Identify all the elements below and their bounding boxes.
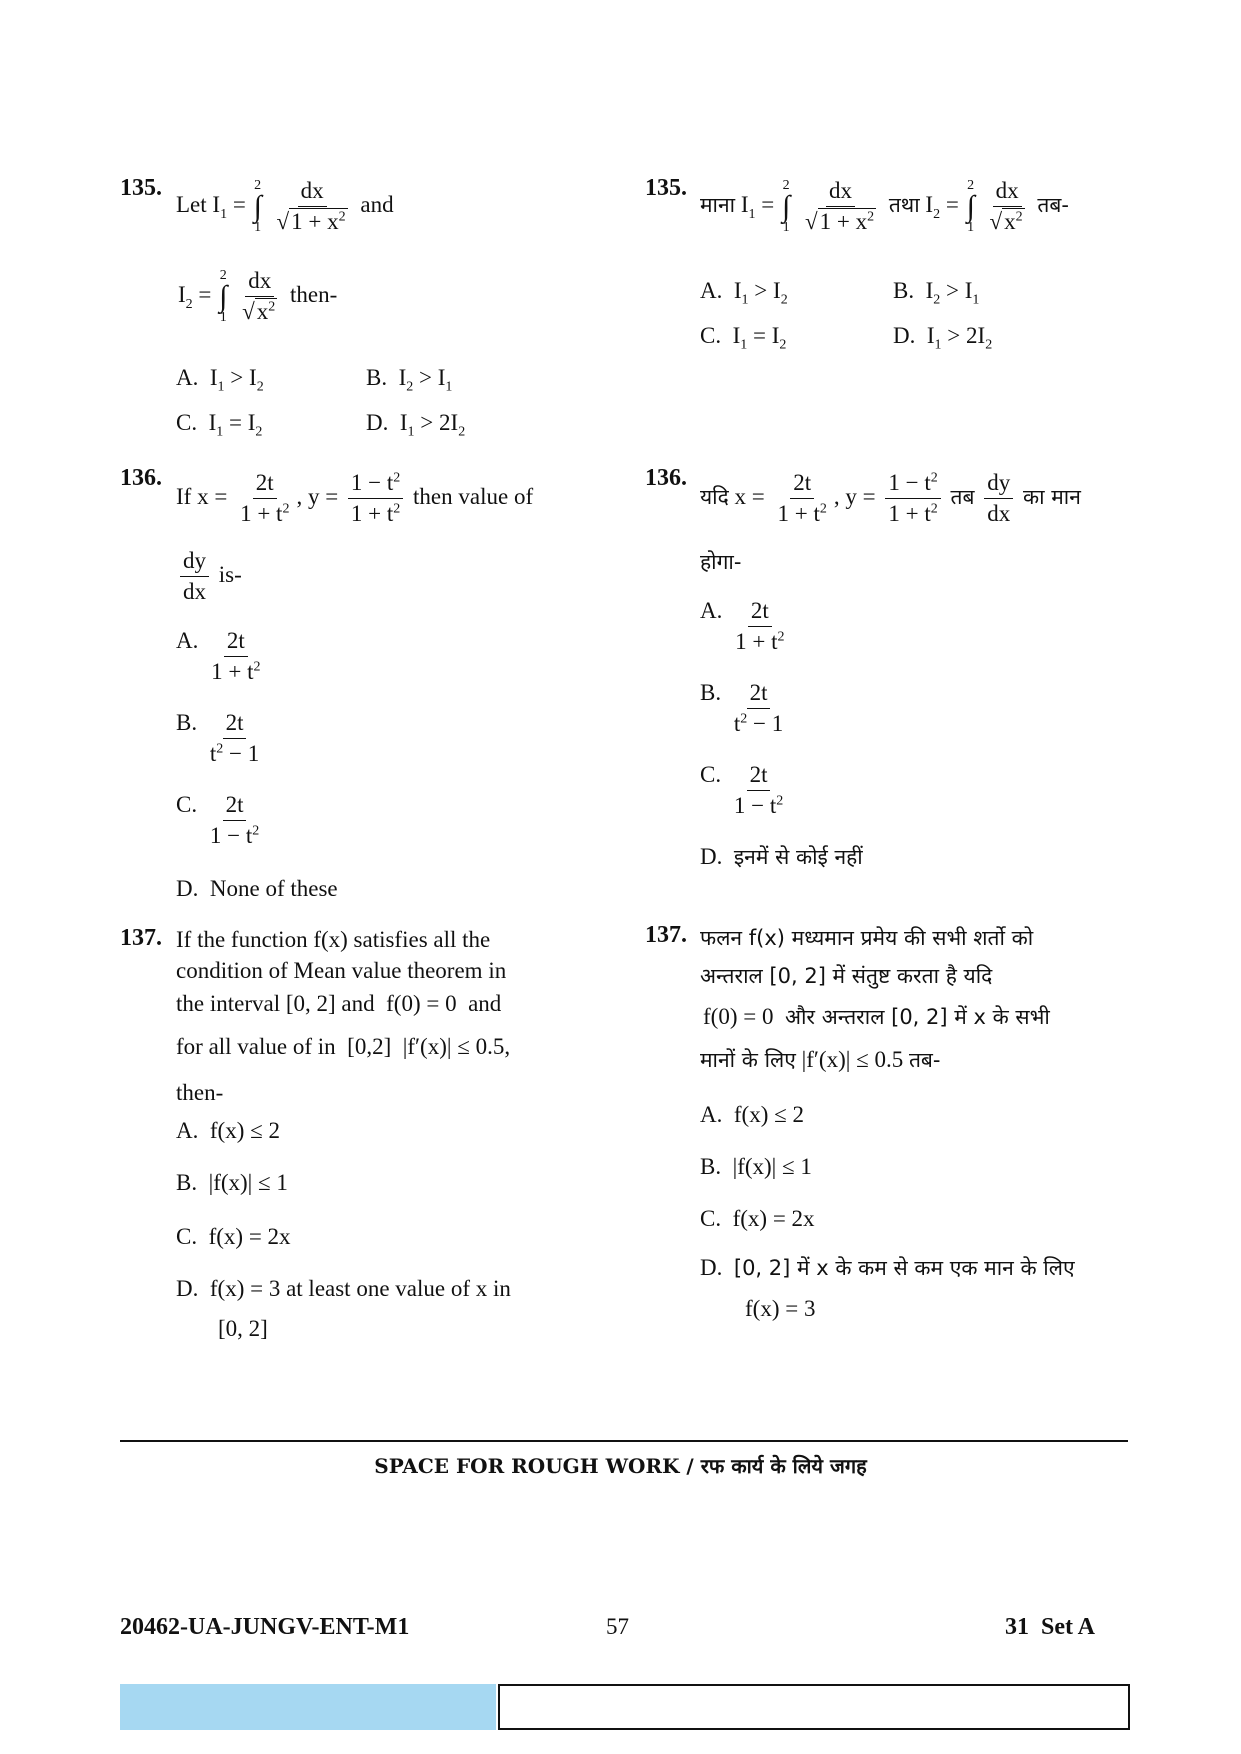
q135-hi-tatha: तथा — [888, 193, 920, 218]
q137-hi-line4: मानों के लिए |f′(x)| ≤ 0.5 तब- — [700, 1047, 941, 1072]
q135-hi-option-a[interactable]: A. $I_1 > I_2$ — [700, 278, 788, 308]
q137-en-line2: condition of Mean value theorem in — [176, 958, 507, 983]
q136-hi-number: 136. — [645, 465, 687, 491]
q136-en-option-b[interactable]: B. $\frac{2t}{t^2 - 1}$ — [176, 710, 260, 767]
q136-en-stem-line1: If x = $\frac{2t}{1 + t^2}$ , y = $\frac{1 - t^2}{1 + t^2}$ then value of — [176, 470, 534, 527]
q136-hi-ka-maan: का मान — [1022, 485, 1081, 510]
q136-hi-tab: तब — [950, 485, 975, 510]
q137-en-line3: the interval [0, 2] and f(0) = 0 and — [176, 991, 502, 1016]
blue-bar — [120, 1684, 496, 1730]
q137-hi-number: 137. — [645, 922, 687, 948]
q135-en-option-a[interactable]: A. $I_1 > I_2$ — [176, 365, 264, 395]
q137-en-option-c[interactable]: C. f(x) = 2x — [176, 1224, 291, 1249]
fraction: $\frac{dy}{dx}$ — [180, 548, 209, 606]
q135-en-option-d[interactable]: D. $I_1 > 2I_2$ — [366, 410, 466, 440]
q137-en-option-b[interactable]: B. |f(x)| ≤ 1 — [176, 1170, 288, 1195]
q135-en-and: and — [360, 192, 394, 218]
q137-hi-option-a[interactable]: A. f(x) ≤ 2 — [700, 1102, 804, 1127]
q137-en-line5: then- — [176, 1080, 224, 1105]
fraction: $\frac{2t}{1 + t^2}$ — [240, 470, 290, 527]
fraction: $\frac{dx}{√x^2}$ — [989, 178, 1023, 235]
q136-hi-yadi: यदि — [700, 485, 729, 510]
fraction: $\frac{dx}{√1 + x^2}$ — [276, 178, 346, 235]
q136-en-is: is- — [218, 562, 242, 588]
q136-hi-option-a[interactable]: A. $\frac{2t}{1 + t^2}$ — [700, 598, 785, 655]
paper-code: 20462-UA-JUNGV-ENT-M1 — [120, 1614, 410, 1640]
q135-en-stem-line1: Let $I_1$ = 2 ∫ 1 $\frac{dx}{√1 + x^2}$ and — [176, 177, 394, 236]
q137-hi-line2: अन्तराल [0, 2] में संतुष्ट करता है यदि — [700, 964, 993, 988]
q136-en-stem-line2 — [176, 548, 242, 606]
q137-en-option-d-cont: [0, 2] — [218, 1316, 268, 1341]
q136-en-option-d[interactable]: D. None of these — [176, 876, 338, 901]
fraction: $\frac{dx}{√x^2}$ — [242, 268, 276, 325]
fraction: $\frac{1 - t^2}{1 + t^2}$ — [885, 470, 940, 528]
rough-work-divider — [120, 1440, 1128, 1442]
integral-sign: 2 ∫ 1 — [253, 177, 262, 236]
integral-sign: 2 ∫ 1 — [966, 177, 975, 236]
q135-en-option-c[interactable]: C. $I_1 = I_2$ — [176, 410, 263, 440]
q135-hi-tab: तब- — [1037, 193, 1069, 218]
fraction: $\frac{2t}{1 + t^2}$ — [777, 470, 827, 527]
set-label: 31 Set A — [1005, 1614, 1095, 1640]
q137-hi-option-d-cont: f(x) = 3 — [745, 1296, 816, 1321]
q135-hi-number: 135. — [645, 175, 687, 201]
q136-en-if: If — [176, 484, 192, 510]
page-number: 57 — [606, 1614, 629, 1639]
q137-en-line1: If the function f(x) satisfies all the — [176, 927, 491, 952]
fraction: $\frac{1 - t^2}{1 + t^2}$ — [348, 470, 403, 528]
q136-hi-option-d[interactable]: D. इनमें से कोई नहीं — [700, 844, 863, 869]
q135-hi-option-d[interactable]: D. $I_1 > 2I_2$ — [893, 323, 993, 353]
q136-hi-option-c[interactable]: C. $\frac{2t}{1 - t^2}$ — [700, 762, 784, 819]
q137-en-option-d[interactable]: D. f(x) = 3 at least one value of x in — [176, 1276, 511, 1301]
q136-hi-stem-line1: यदि x = $\frac{2t}{1 + t^2}$ , y = $\frac{1 - t^2}{1 + t^2}$ तब $\frac{dy}{dx}$ का मान — [700, 470, 1081, 527]
q136-hi-hoga: होगा- — [700, 550, 742, 574]
q135-en-stem-line2: $I_2$ = 2 ∫ 1 $\frac{dx}{√x^2}$ then- — [178, 267, 338, 326]
rough-work-label: SPACE FOR ROUGH WORK / रफ कार्य के लिये जगह — [374, 1454, 867, 1478]
q135-en-then: then- — [290, 282, 338, 308]
q137-hi-line3: f(0) = 0 और अन्तराल [0, 2] में x के सभी — [703, 1004, 1050, 1029]
q137-hi-option-d[interactable]: D. [0, 2] में x के कम से कम एक मान के लिए — [700, 1255, 1075, 1280]
integral-sign: 2 ∫ 1 — [782, 177, 791, 236]
q135-en-let: Let — [176, 192, 207, 218]
fraction: $\frac{dy}{dx}$ — [984, 470, 1013, 528]
q136-en-number: 136. — [120, 465, 162, 491]
q137-en-line4: for all value of in [0,2] |f′(x)| ≤ 0.5, — [176, 1034, 511, 1059]
q137-hi-option-b[interactable]: B. |f(x)| ≤ 1 — [700, 1154, 812, 1179]
q135-hi-mana: माना — [700, 193, 736, 218]
q136-en-option-c[interactable]: C. $\frac{2t}{1 - t^2}$ — [176, 792, 260, 849]
q137-en-number: 137. — [120, 925, 162, 951]
q137-hi-option-c[interactable]: C. f(x) = 2x — [700, 1206, 815, 1231]
q136-en-option-a[interactable]: A. $\frac{2t}{1 + t^2}$ — [176, 628, 261, 685]
q135-hi-option-b[interactable]: B. $I_2 > I_1$ — [893, 278, 980, 308]
integral-sign: 2 ∫ 1 — [219, 267, 228, 326]
q135-hi-stem: माना $I_1$ = 2 ∫ 1 $\frac{dx}{√1 + x^2}$ तथा $I_2$ = 2 ∫ 1 $\frac{dx}{√x^2}$ तब- — [700, 177, 1069, 236]
q135-en-number: 135. — [120, 175, 162, 201]
q135-en-option-b[interactable]: B. $I_2 > I_1$ — [366, 365, 453, 395]
answer-box — [498, 1684, 1130, 1730]
q136-en-then-value: then value of — [413, 484, 534, 510]
fraction: $\frac{dx}{√1 + x^2}$ — [804, 178, 875, 235]
q137-hi-line1: फलन f(x) मध्यमान प्रमेय की सभी शर्तो को — [700, 926, 1034, 950]
q135-hi-option-c[interactable]: C. $I_1 = I_2$ — [700, 323, 787, 353]
q136-hi-option-b[interactable]: B. $\frac{2t}{t^2 - 1}$ — [700, 680, 784, 737]
q137-en-option-a[interactable]: A. f(x) ≤ 2 — [176, 1118, 280, 1143]
